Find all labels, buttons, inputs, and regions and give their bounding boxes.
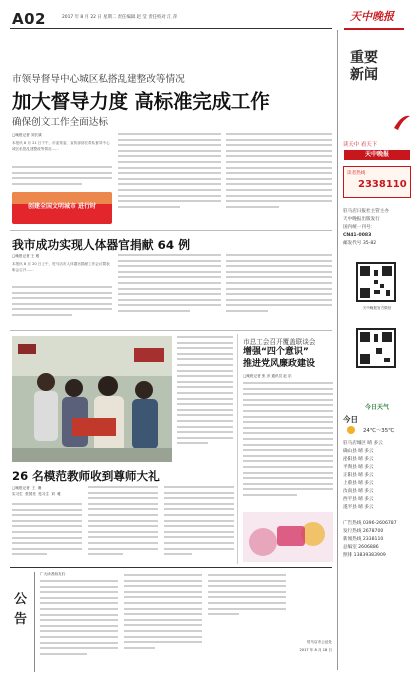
hotline-box: [343, 166, 411, 198]
weather-line: 汝南县 晴 多云: [343, 489, 374, 494]
weather-line: 确山县 晴 多云: [343, 449, 374, 454]
dateline: 2017 年 8 月 22 日 星期二 责任编辑 赵 莹 责任校对 江 萍: [62, 15, 178, 20]
contact-list: [343, 520, 411, 560]
lead-byline: □晚报记者 刘长斌: [12, 133, 42, 137]
sidebar-divider: [337, 30, 338, 670]
lead-body-start: 本报讯 8 月 21 日下午，市委常委、宣传部部长带队督导中心城区私搭乱建整改等情况……: [12, 141, 110, 151]
lead-body-col3: [226, 133, 332, 225]
story4-body-col2: [88, 486, 158, 563]
weather-line: 泌阳县 晴 多云: [343, 457, 374, 462]
weather-sun-icon: [347, 426, 355, 434]
vertical-divider: [237, 334, 238, 564]
section-name: 重要 新闻: [350, 50, 378, 83]
weather-line: 上蔡县 晴 多云: [343, 481, 374, 486]
header-rule: [10, 28, 332, 29]
lead-kicker: 市领导督导中心城区私搭乱建整改等情况: [12, 74, 185, 85]
contact-line: 总编室 2606886: [343, 545, 379, 550]
swoosh-icon: [392, 112, 412, 132]
qr-code-2: [356, 328, 396, 368]
contact-line: 照排 13839383909: [343, 553, 386, 558]
info-line: 邮发代号 35-82: [343, 241, 377, 246]
story3-byline: □晚报记者 张 彦 通讯员 赵 乐: [243, 374, 292, 378]
info-line: 天中晚报出版发行: [343, 217, 380, 222]
divider-1: [10, 230, 332, 231]
qr-code-icon: [358, 264, 394, 300]
info-line: CN41-0083: [343, 233, 372, 238]
story2-byline: □晚报记者 王 雅: [12, 254, 40, 258]
info-line: 国内统一刊号：: [343, 225, 376, 230]
masthead-logo: 天中晚报: [350, 10, 394, 23]
weather-list: [343, 440, 411, 512]
story2-body-col2: [118, 254, 221, 326]
read-slogan: 读天中 看天下: [343, 142, 378, 148]
story3-headline: 增强“四个意识” 推进党风廉政建设: [243, 347, 316, 369]
weather-line: 西平县 晴 多云: [343, 497, 374, 502]
contact-line: 新闻热线 2338110: [343, 537, 384, 542]
weather-today: 今日: [343, 415, 358, 424]
divider-3: [10, 567, 332, 568]
lead-headline: 加大督导力度 高标准完成工作: [12, 90, 270, 113]
read-paper-name: 天中晚报: [344, 150, 410, 160]
story4-body-col1: [12, 503, 82, 563]
weather-line: 平舆县 晴 多云: [343, 465, 374, 470]
ad-banner: [12, 192, 112, 224]
story2-body-start: 本报讯 8 月 20 日上午，驻马店市人体器官捐献工作会议暨表彰会召开……: [12, 262, 110, 272]
story4-body-col3: [164, 486, 234, 563]
qr-code-1: [356, 262, 396, 302]
page-code: A02: [12, 10, 46, 28]
weather-box: [343, 412, 411, 436]
notice-body-col2: [124, 574, 202, 672]
union-ad-art: [243, 512, 333, 562]
notice-lead: 广大读者朋友们：: [40, 572, 69, 576]
story2-headline: 我市成功实现人体器官捐献 64 例: [12, 238, 190, 252]
hotline-label: 读者热线: [347, 171, 366, 176]
notice-date: 2017 年 8 月 18 日: [299, 648, 332, 652]
story3-kicker: 市总工会召开覆盖联谈会: [243, 338, 316, 346]
qr-code-icon: [358, 330, 394, 366]
weather-line: 正阳县 晴 多云: [343, 473, 374, 478]
weather-line: 遂平县 晴 多云: [343, 505, 374, 510]
contact-line: 发行热线 2678700: [343, 529, 384, 534]
red-swoosh-logo: [392, 112, 412, 132]
notice-body-col3: [208, 574, 286, 634]
ad-banner-text: 创建全国文明城市 进行时: [27, 203, 97, 210]
lead-body-col1: [12, 166, 112, 192]
weather-temp: 24℃～35℃: [363, 428, 395, 434]
divider-2: [10, 330, 332, 331]
hotline-number: 2338110: [358, 179, 407, 190]
notice-divider: [34, 572, 35, 672]
photo-caption-col: [177, 336, 233, 462]
story2-body-col3: [226, 254, 332, 326]
story2-body-col1: [12, 286, 112, 326]
notice-label: 公 告: [14, 592, 28, 627]
union-ad-image: [243, 512, 333, 562]
story4-headline: 26 名模范教师收到尊师大礼: [12, 469, 160, 483]
masthead-seal: [344, 28, 404, 30]
info-line: 驻马店日报社主管主办: [343, 209, 389, 214]
lead-body-col2: [118, 133, 221, 225]
weather-title: 今日天气: [364, 404, 389, 411]
lead-subhead: 确保创文工作全面达标: [12, 117, 108, 128]
sidebar-info: [343, 208, 411, 248]
contact-line: 广告热线 0396-2606787: [343, 521, 397, 526]
teachers-photo-art: [12, 336, 172, 462]
story3-body: [243, 382, 333, 506]
notice-sign: 驻马店市公证处: [306, 640, 332, 644]
weather-line: 驻马店城区 晴 多云: [343, 441, 383, 446]
story4-byline: □晚报记者 王 珊 实习生 张国亮 见习生 刘 雅: [12, 486, 61, 496]
notice-body-col1: [40, 580, 118, 672]
teachers-photo: [12, 336, 172, 462]
qr-label: 天中晚报官方微信: [362, 306, 392, 310]
